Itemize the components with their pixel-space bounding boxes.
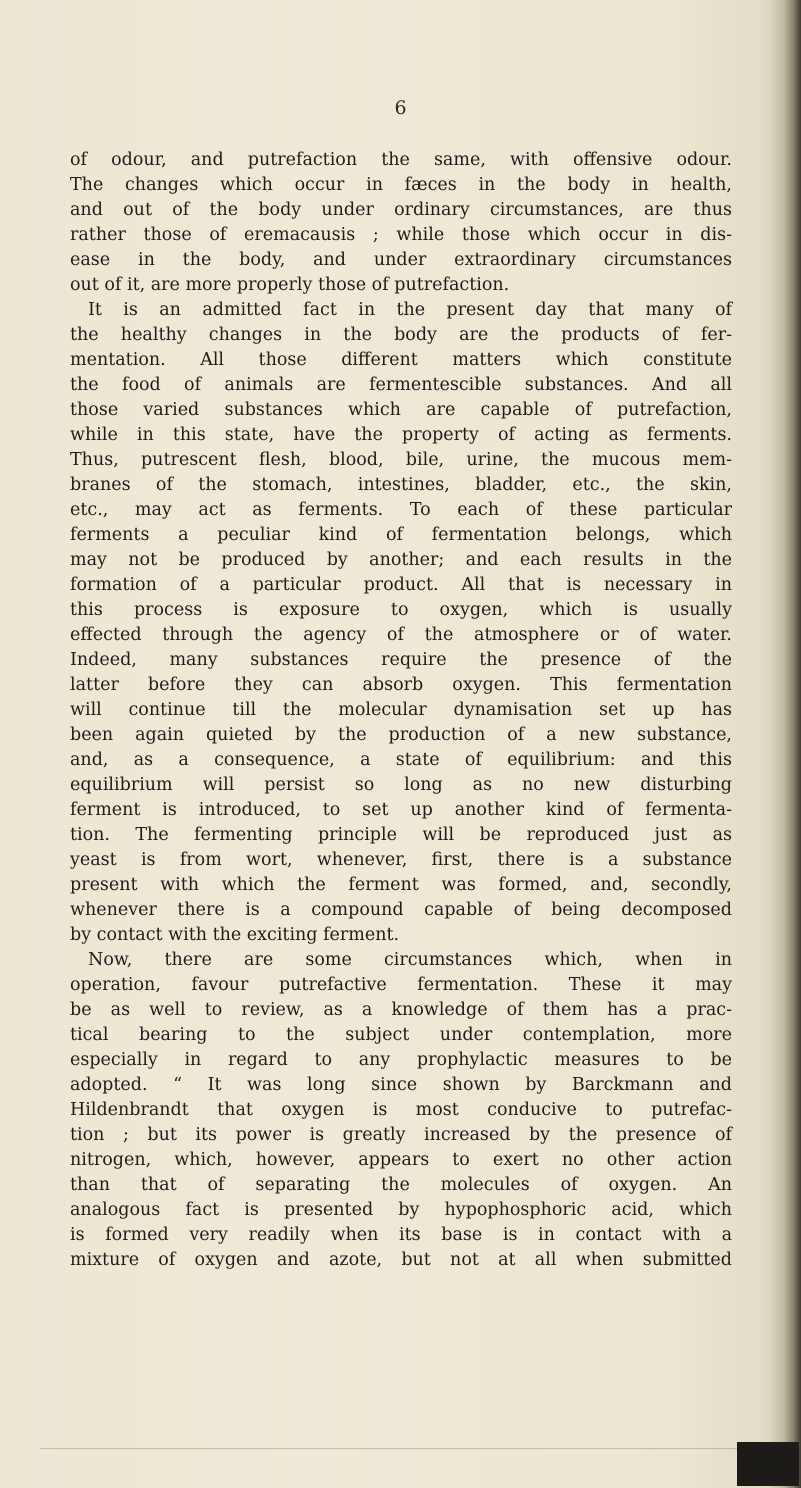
text-line: mixture of oxygen and azote, but not at all when submitted <box>70 1250 732 1270</box>
text-line: out of it, are more properly those of putrefaction. <box>70 275 510 295</box>
text-line: by contact with the exciting ferment. <box>70 925 400 945</box>
text-line: Thus, putrescent flesh, blood, bile, urine, the mucous mem- <box>70 450 732 470</box>
text-line: formation of a particular product. All that is necessary in <box>70 575 732 595</box>
text-line: Hildenbrandt that oxygen is most conducive to putrefac- <box>70 1100 732 1120</box>
text-line: whenever there is a compound capable of being decomposed <box>70 900 732 920</box>
text-line: effected through the agency of the atmosphere or of water. <box>70 625 732 645</box>
text-line: yeast is from wort, whenever, first, there is a substance <box>70 850 732 870</box>
text-line: nitrogen, which, however, appears to exert no other action <box>70 1150 732 1170</box>
page-edge-shadow <box>763 0 801 1488</box>
text-line: will continue till the molecular dynamisation set up has <box>70 700 732 720</box>
text-line: adopted. “ It was long since shown by Barckmann and <box>70 1075 732 1095</box>
text-line: ferments a peculiar kind of fermentation belongs, which <box>70 525 732 545</box>
text-line: tical bearing to the subject under contemplation, more <box>70 1025 732 1045</box>
text-line: ease in the body, and under extraordinary circumstances <box>70 250 732 270</box>
text-line: than that of separating the molecules of oxygen. An <box>70 1175 732 1195</box>
text-line: rather those of eremacausis ; while those which occur in dis- <box>70 225 732 245</box>
text-line: the food of animals are fermentescible substances. And all <box>70 375 732 395</box>
text-line: of odour, and putrefaction the same, with offensive odour. <box>70 150 732 170</box>
text-line: etc., may act as ferments. To each of these particular <box>70 500 732 520</box>
text-line: may not be produced by another; and each results in the <box>70 550 732 570</box>
page-number: 6 <box>394 97 407 119</box>
text-line: It is an admitted fact in the present day that many of <box>88 300 732 320</box>
body-text <box>70 148 732 1273</box>
text-line: latter before they can absorb oxygen. This fermentation <box>70 675 732 695</box>
text-line: The changes which occur in fæces in the body in health, <box>70 175 732 195</box>
text-line: while in this state, have the property of acting as ferments. <box>70 425 732 445</box>
text-line: especially in regard to any prophylactic measures to be <box>70 1050 732 1070</box>
text-line: be as well to review, as a knowledge of them has a prac- <box>70 1000 732 1020</box>
text-line: mentation. All those different matters which constitute <box>70 350 732 370</box>
text-line: is formed very readily when its base is in contact with a <box>70 1225 732 1245</box>
text-line: Indeed, many substances require the presence of the <box>70 650 732 670</box>
text-line: analogous fact is presented by hypophosphoric acid, which <box>70 1200 732 1220</box>
page-bottom-rule <box>40 1448 741 1449</box>
text-line: ferment is introduced, to set up another kind of fermenta- <box>70 800 732 820</box>
scan-corner-mark <box>737 1442 799 1486</box>
text-line: branes of the stomach, intestines, bladder, etc., the skin, <box>70 475 732 495</box>
text-line: been again quieted by the production of a new substance, <box>70 725 732 745</box>
text-line: present with which the ferment was formed, and, secondly, <box>70 875 732 895</box>
text-line: equilibrium will persist so long as no new disturbing <box>70 775 732 795</box>
text-line: tion. The fermenting principle will be reproduced just as <box>70 825 732 845</box>
text-line: tion ; but its power is greatly increased by the presence of <box>70 1125 732 1145</box>
text-line: this process is exposure to oxygen, which is usually <box>70 600 732 620</box>
text-line: those varied substances which are capable of putrefaction, <box>70 400 732 420</box>
text-line: operation, favour putrefactive fermentation. These it may <box>70 975 732 995</box>
text-line: the healthy changes in the body are the products of fer- <box>70 325 732 345</box>
text-line: Now, there are some circumstances which, when in <box>88 950 732 970</box>
text-line: and, as a consequence, a state of equilibrium: and this <box>70 750 732 770</box>
text-line: and out of the body under ordinary circumstances, are thus <box>70 200 732 220</box>
